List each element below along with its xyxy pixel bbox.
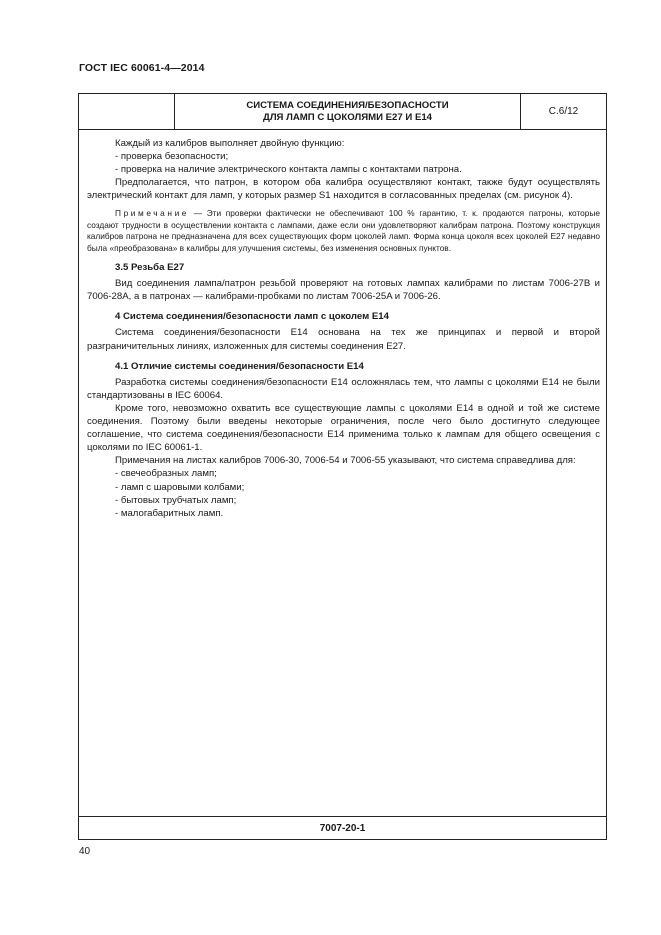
note-label: Примечание bbox=[115, 208, 190, 219]
list-item: - ламп с шаровыми колбами; bbox=[115, 481, 245, 493]
section-heading-4: 4 Система соединения/безопасности ламп с цоколем E14 bbox=[115, 311, 389, 323]
paragraph: Предполагается, что патрон, в котором оба калибра осуществляют контакт, также будут осуществлять электрический контакт для ламп, у которых размер S1 находится в согласованных пределах (см. рисунок 4). bbox=[87, 177, 600, 202]
section-heading-3-5: 3.5 Резьба E27 bbox=[115, 262, 185, 274]
standard-code: ГОСТ IEC 60061-4—2014 bbox=[79, 62, 205, 74]
sheet-footer-code: 7007-20-1 bbox=[79, 816, 606, 839]
paragraph: Примечания на листах калибров 7006-30, 7006-54 и 7006-55 указывают, что система справедлива для: bbox=[115, 455, 576, 467]
intro-text: Каждый из калибров выполняет двойную функцию: bbox=[115, 138, 345, 149]
sheet-title-line-2: ДЛЯ ЛАМП С ЦОКОЛЯМИ E27 И E14 bbox=[262, 111, 433, 123]
list-item: - малогабаритных ламп. bbox=[115, 507, 224, 519]
note-text: — Эти проверки фактически не обеспечивают 100 % гарантию, т. к. продаются патроны, которые создают трудности в осуществлении контакта с лампами, даже если они удовлетворяют калибрам патрона. Поэтому конструкция калибров патрона не предназначена для всех существующих форм цоколей ламп. Форма конца цоколя всех цоколей E27 недавно была «преобразована» в калибры для улучшения системы, без изменения основных пунктов. bbox=[87, 208, 600, 253]
list-item: - проверка на наличие электрического контакта лампы с контактами патрона. bbox=[115, 164, 462, 176]
list-item: - проверка безопасности; bbox=[115, 151, 229, 163]
sheet-body bbox=[87, 137, 600, 520]
list-item: - бытовых трубчатых ламп; bbox=[115, 494, 237, 506]
sheet-frame bbox=[78, 93, 607, 840]
paragraph: Система соединения/безопасности E14 основана на тех же принципах и первой и второй разграничительных линиях, изложенных для системы соединения E27. bbox=[87, 327, 600, 352]
list-item: - свечеобразных ламп; bbox=[115, 468, 217, 480]
sheet-title bbox=[175, 94, 521, 129]
sheet-title-line-1: СИСТЕМА СОЕДИНЕНИЯ/БЕЗОПАСНОСТИ bbox=[246, 99, 449, 111]
sheet-number: C.6/12 bbox=[548, 106, 579, 117]
note bbox=[87, 208, 600, 254]
paragraph: Разработка системы соединения/безопасности E14 осложнялась тем, что лампы с цоколями E14 не были стандартизованы в IEC 60064. bbox=[87, 376, 600, 401]
paragraph: Кроме того, невозможно охватить все существующие лампы с цоколями E14 в одной и той же системе соединения. Поэтому были введены некоторые ограничения, после чего было достигнуто следующее соглашение, что система соединения/безопасности E14 применима только к лампам для общего освещения с цоколями по IEC 60061-1. bbox=[87, 402, 600, 454]
section-heading-4-1: 4.1 Отличие системы соединения/безопасности E14 bbox=[115, 360, 364, 372]
header-blank-cell bbox=[79, 94, 175, 129]
page-number: 40 bbox=[79, 846, 91, 857]
paragraph: Вид соединения лампа/патрон резьбой проверяют на готовых лампах калибрами по листам 7006-27B и 7006-28A, а в патронах — калибрами-пробками по листам 7006-25A и 7006-26. bbox=[87, 278, 600, 303]
sheet-header bbox=[79, 94, 606, 130]
